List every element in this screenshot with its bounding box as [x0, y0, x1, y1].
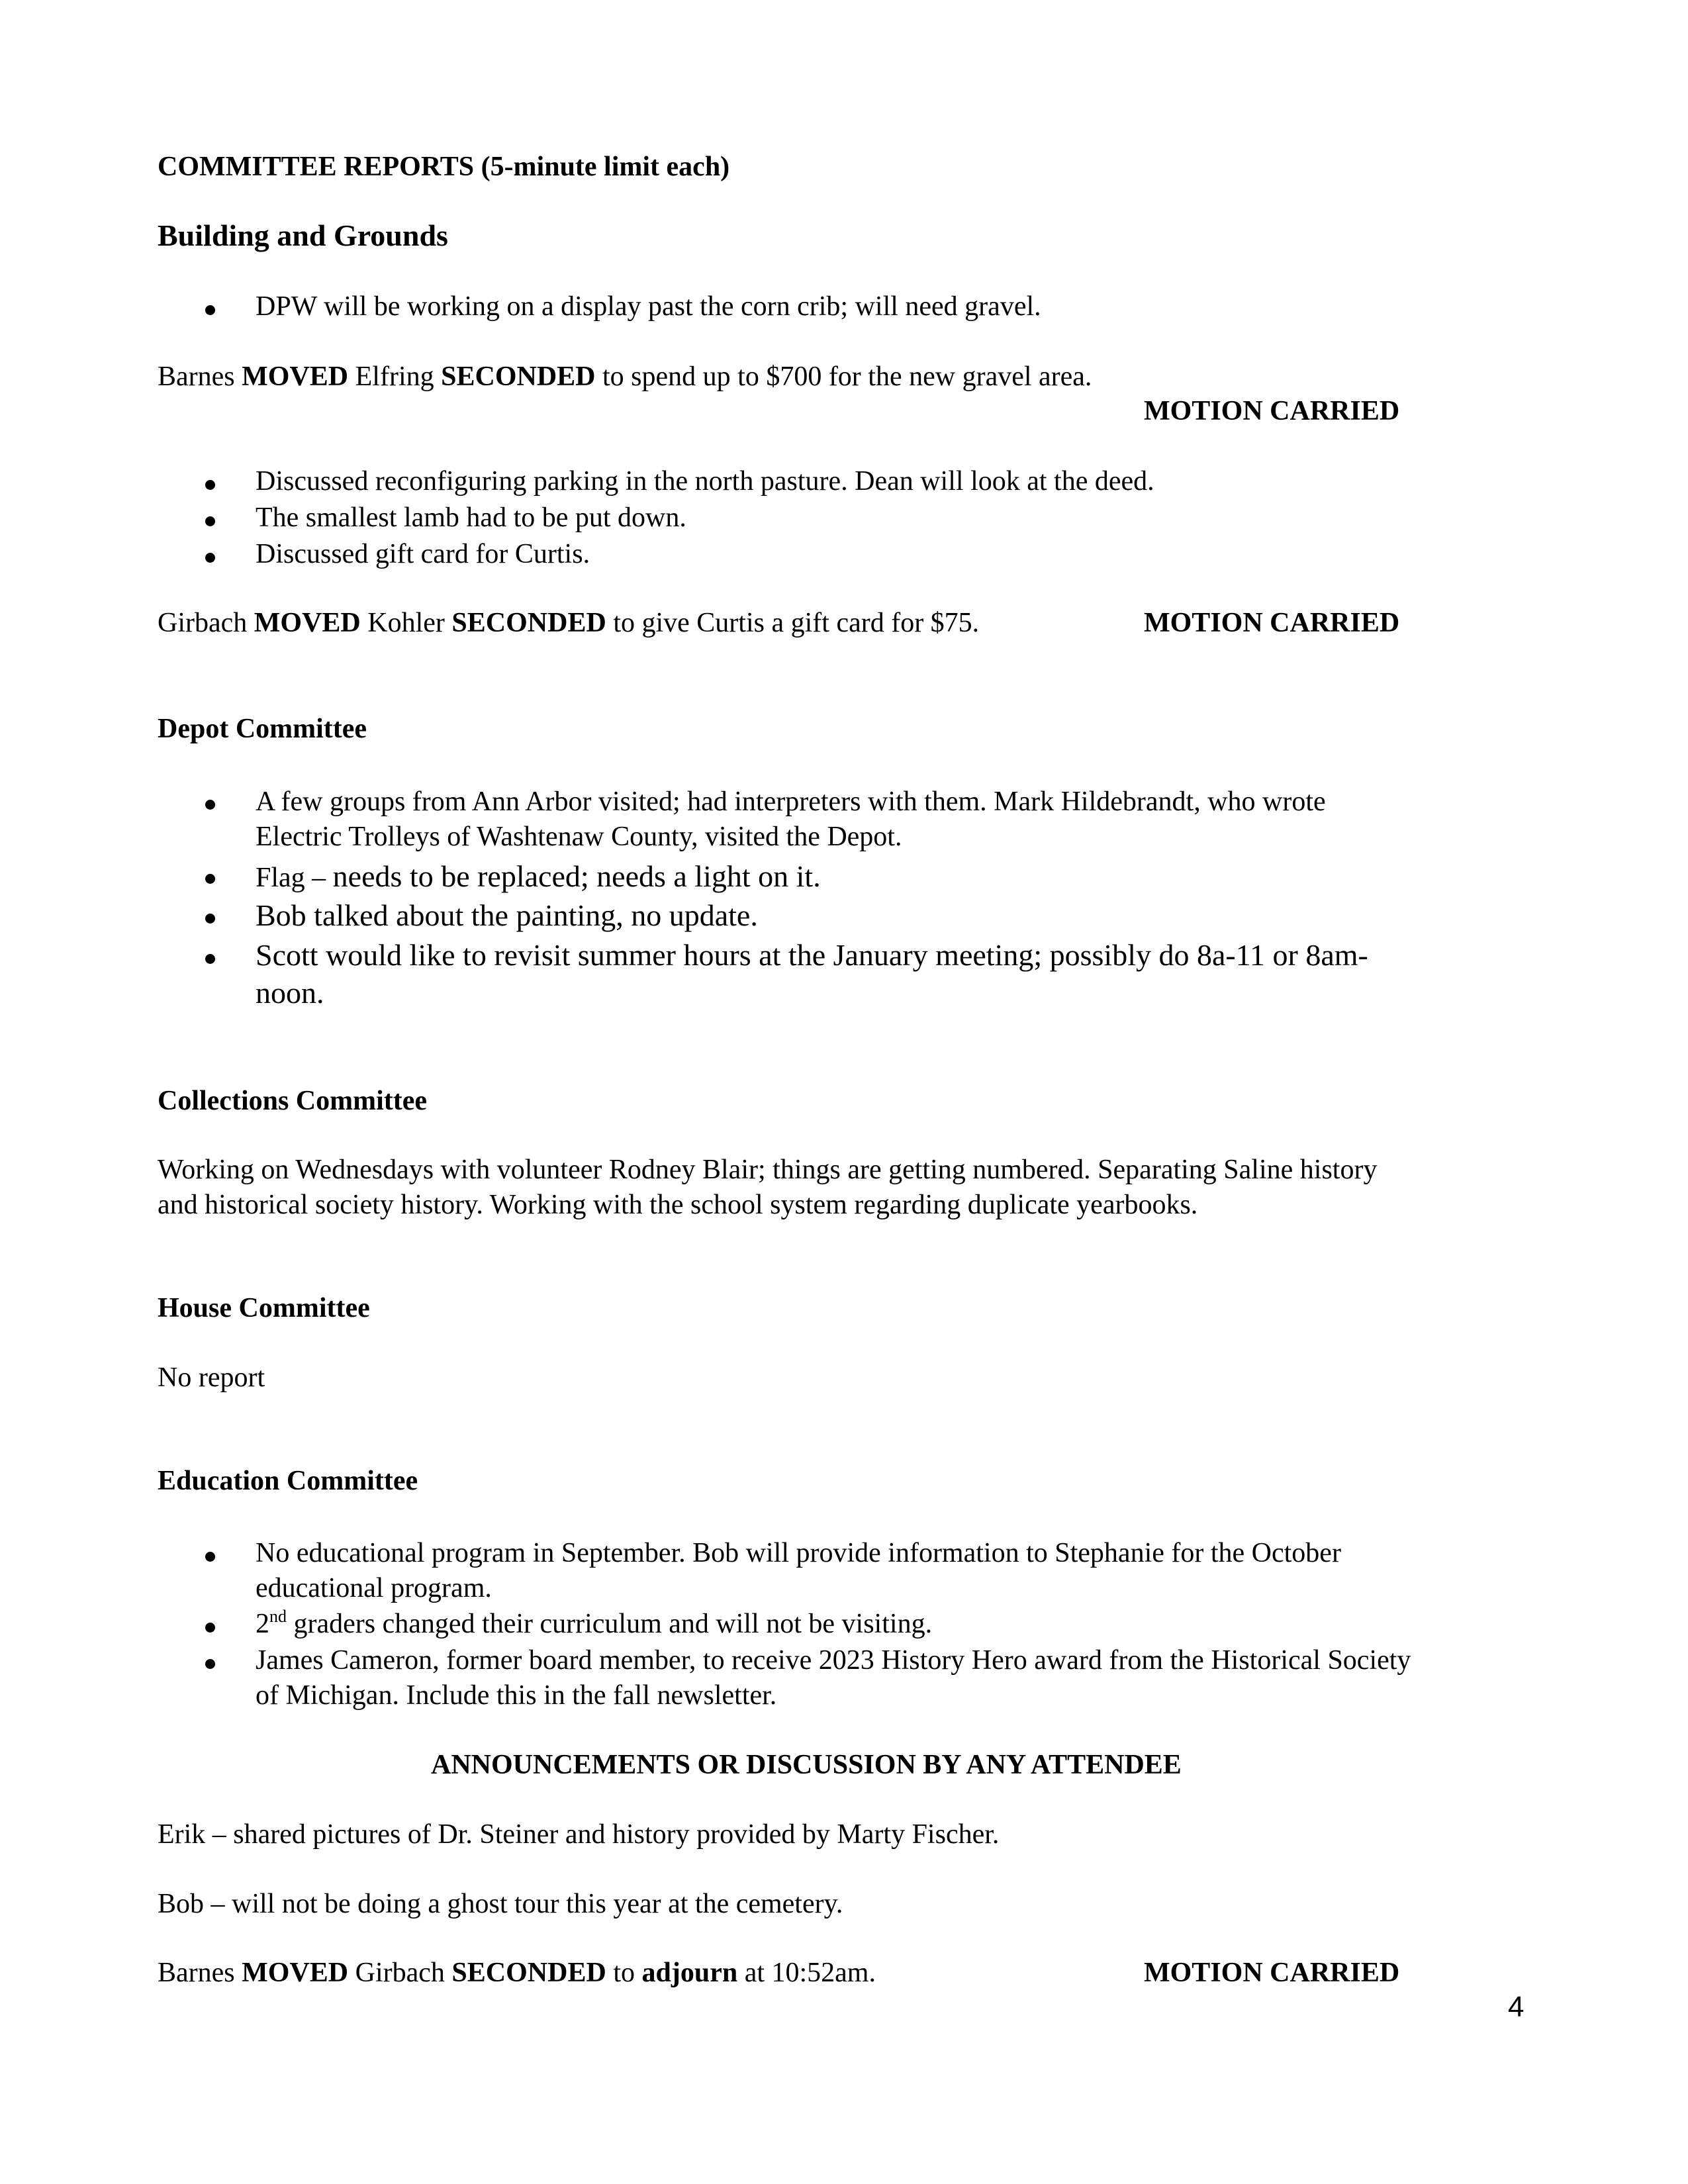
motion-result: MOTION CARRIED — [1144, 1958, 1400, 1988]
collections-title: Collections Committee — [158, 1086, 428, 1116]
adjourn-word: adjourn — [641, 1958, 738, 1988]
building-grounds-title: Building and Grounds — [158, 218, 448, 252]
bullet-icon — [205, 954, 215, 964]
ordinal-suffix: nd — [269, 1607, 287, 1626]
bullet-icon — [205, 1623, 215, 1633]
moved-label: MOVED — [242, 1958, 349, 1988]
bullet-icon — [205, 874, 215, 884]
seconded-label: SECONDED — [441, 361, 596, 392]
motion-result: MOTION CARRIED — [1144, 608, 1400, 638]
bullet-icon — [205, 305, 215, 315]
list-item: No educational program in September. Bob will provide information to Stephanie for the October — [256, 1538, 1341, 1568]
motion-line — [158, 609, 979, 637]
list-item: The smallest lamb had to be put down. — [256, 502, 686, 533]
grade-number: 2 — [256, 1609, 269, 1639]
flag-text: needs to be replaced; needs a light on it. — [332, 859, 821, 893]
grade-text: graders changed their curriculum and will not be visiting. — [287, 1609, 933, 1639]
list-item: Discussed reconfiguring parking in the north pasture. Dean will look at the deed. — [256, 466, 1154, 497]
list-item-continuation: Electric Trolleys of Washtenaw County, visited the Depot. — [256, 822, 902, 852]
bullet-icon — [205, 1552, 215, 1562]
paragraph-line: and historical society history. Working with the school system regarding duplicate yearbooks. — [158, 1190, 1198, 1220]
moved-label: MOVED — [254, 608, 361, 638]
seconded-label: SECONDED — [451, 608, 606, 638]
seconded-label: SECONDED — [451, 1958, 606, 1988]
announcements-title: ANNOUNCEMENTS OR DISCUSSION BY ANY ATTENDEE — [431, 1750, 1182, 1780]
motion-result: MOTION CARRIED — [1144, 396, 1400, 426]
to-word: to — [613, 1958, 635, 1988]
motion-line — [158, 363, 1092, 391]
adjourn-motion-line — [158, 1959, 876, 1987]
list-item: Bob talked about the painting, no update. — [256, 898, 758, 932]
section-heading: COMMITTEE REPORTS (5-minute limit each) — [158, 152, 730, 182]
announcement-item: Bob – will not be doing a ghost tour this year at the cemetery. — [158, 1889, 843, 1919]
adjourn-time: at 10:52am. — [744, 1958, 876, 1988]
depot-title: Depot Committee — [158, 714, 367, 744]
bullet-icon — [205, 516, 215, 526]
house-title: House Committee — [158, 1293, 370, 1323]
bullet-icon — [205, 800, 215, 810]
mover: Barnes — [158, 361, 235, 392]
list-item-continuation: educational program. — [256, 1573, 492, 1603]
motion-text: to spend up to $700 for the new gravel area. — [602, 361, 1092, 392]
house-report: No report — [158, 1362, 265, 1393]
announcement-item: Erik – shared pictures of Dr. Steiner and history provided by Marty Fischer. — [158, 1819, 1000, 1850]
motion-text: to give Curtis a gift card for $75. — [613, 608, 980, 638]
mover: Barnes — [158, 1958, 235, 1988]
list-item-continuation: noon. — [256, 976, 324, 1010]
moved-label: MOVED — [242, 361, 349, 392]
bullet-icon — [205, 1659, 215, 1669]
page-number: 4 — [1508, 1991, 1524, 2023]
list-item — [256, 861, 821, 892]
list-item: A few groups from Ann Arbor visited; had interpreters with them. Mark Hildebrandt, who wrote — [256, 786, 1326, 817]
education-title: Education Committee — [158, 1466, 418, 1496]
list-item: Scott would like to revisit summer hours at the January meeting; possibly do 8a-11 or 8am- — [256, 938, 1368, 972]
flag-label: Flag – — [256, 863, 333, 893]
paragraph-line: Working on Wednesdays with volunteer Rodney Blair; things are getting numbered. Separating Saline history — [158, 1155, 1378, 1185]
seconder: Girbach — [355, 1958, 445, 1988]
bullet-icon — [205, 914, 215, 924]
bullet-icon — [205, 480, 215, 490]
list-item: Discussed gift card for Curtis. — [256, 539, 590, 569]
list-item-continuation: of Michigan. Include this in the fall newsletter. — [256, 1680, 777, 1711]
mover: Girbach — [158, 608, 248, 638]
seconder: Elfring — [355, 361, 434, 392]
list-item — [256, 1607, 933, 1639]
list-item: DPW will be working on a display past the corn crib; will need gravel. — [256, 291, 1041, 322]
list-item: James Cameron, former board member, to receive 2023 History Hero award from the Historical Society — [256, 1645, 1411, 1676]
bullet-icon — [205, 553, 215, 563]
seconder: Kohler — [367, 608, 445, 638]
